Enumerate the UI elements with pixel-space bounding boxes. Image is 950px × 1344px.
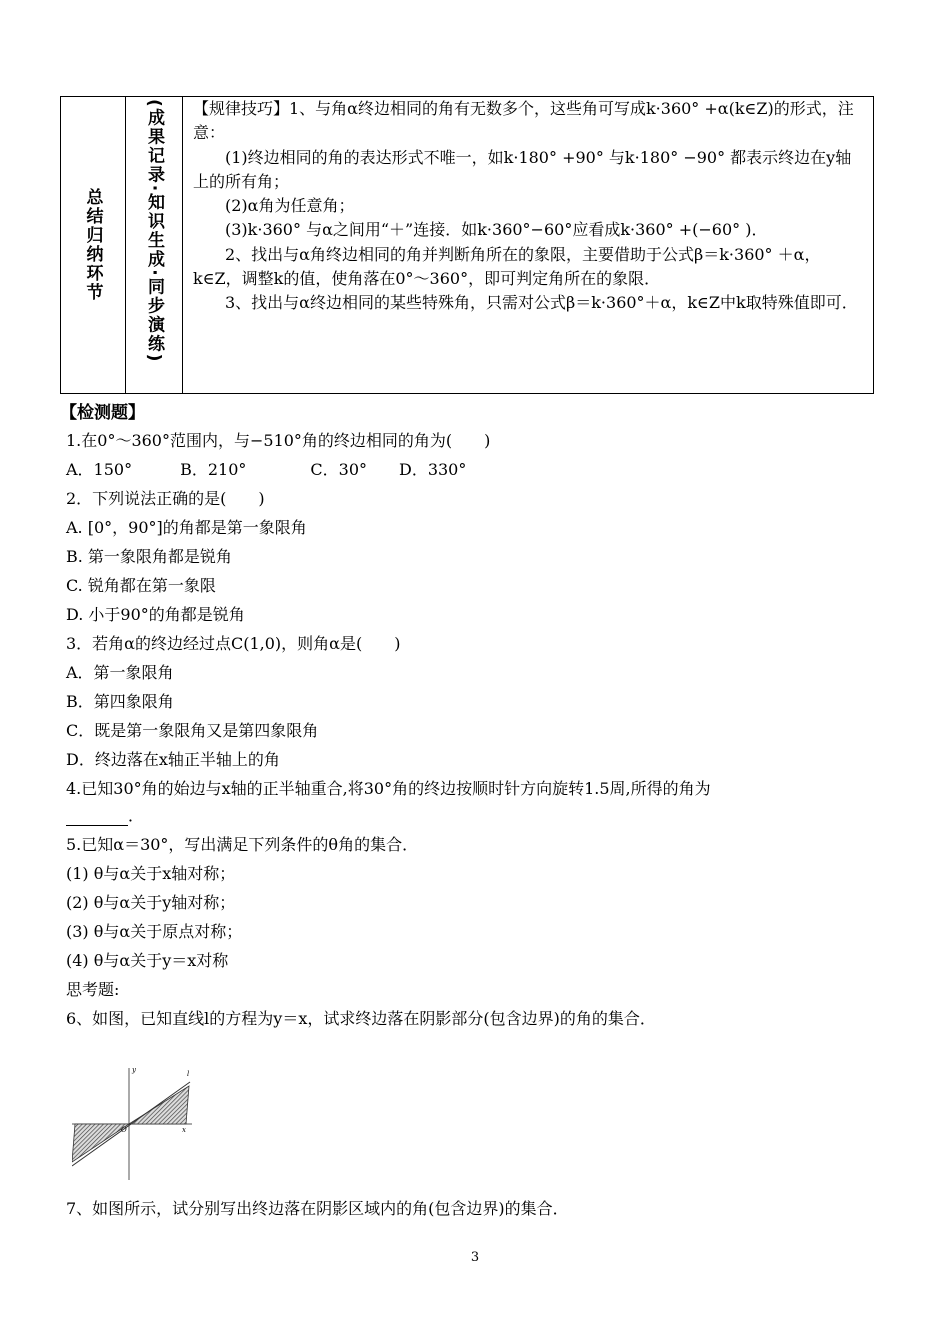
thinking-heading: 思考题: xyxy=(66,980,120,999)
question-line: 2．下列说法正确的是( ) xyxy=(66,489,265,508)
tip-line: (3)k·360° 与α之间用“＋”连接．如k·360°−60°应看成k·360° +(−60° )． xyxy=(225,220,768,240)
option-line: B．第四象限角 xyxy=(66,692,174,711)
tip-line: (2)α角为任意角； xyxy=(225,196,355,216)
page-number: 3 xyxy=(470,1250,480,1265)
tips-cell xyxy=(183,97,874,394)
tip-line: 2、找出与α角终边相同的角并判断角所在的象限，主要借助于公式β＝k·360° ＋α，k∈Z，调整k的值，使角落在0°～360°，即可判定角所在的象限． xyxy=(193,244,821,289)
section-title: 【检测题】 xyxy=(60,403,145,423)
question-line: 1.在0°～360°范围内，与−510°角的终边相同的角为( ) xyxy=(66,431,491,450)
option-line: C．既是第一象限角又是第四象限角 xyxy=(66,721,319,740)
question-line: 3．若角α的终边经过点C(1,0)，则角α是( ) xyxy=(66,634,401,653)
tip-line: 【规律技巧】1、与角α终边相同的角有无数多个，这些角可写成k·360° +α(k∈Z)的形式，注意： xyxy=(193,99,854,143)
option-line: A. [0°，90°]的角都是第一象限角 xyxy=(66,518,307,537)
origin-label: O xyxy=(121,1126,127,1134)
summary-left-label: 总结归纳环节 xyxy=(82,188,103,302)
option-line: D. 小于90°的角都是锐角 xyxy=(66,605,245,624)
sub-question: (3) θ与α关于原点对称； xyxy=(66,922,243,941)
answer-blank-line xyxy=(66,803,144,826)
summary-left-cell xyxy=(61,97,126,394)
option-line: B. 第一象限角都是锐角 xyxy=(66,547,232,566)
shaded-angle-figure xyxy=(72,1066,202,1184)
summary-table xyxy=(60,96,874,394)
sub-question: (4) θ与α关于y＝x对称 xyxy=(66,951,229,970)
option-line: C. 锐角都在第一象限 xyxy=(66,576,216,595)
summary-mid-label: (成果记录·知识生成·同步演练) xyxy=(144,99,164,364)
option-line: D．终边落在x轴正半轴上的角 xyxy=(66,750,280,769)
option-line: A．第一象限角 xyxy=(66,663,174,682)
sub-question: (1) θ与α关于x轴对称； xyxy=(66,864,236,883)
y-axis-label: y xyxy=(132,1066,136,1074)
tip-line: (1)终边相同的角的表达形式不唯一，如k·180° +90° 与k·180° −90° 都表示终边在y轴上的所有角； xyxy=(193,147,852,191)
question-line: 7、如图所示，试分别写出终边落在阴影区域内的角(包含边界)的集合． xyxy=(66,1199,569,1218)
shaded-region-upper xyxy=(129,1086,189,1124)
question-line: 4.已知30°角的始边与x轴的正半轴重合,将30°角的终边按顺时针方向旋转1.5周,所得的角为 xyxy=(66,779,711,798)
x-axis-label: x xyxy=(182,1126,186,1134)
summary-mid-cell xyxy=(126,97,183,394)
tip-line: 3、找出与α终边相同的某些特殊角，只需对公式β＝k·360°＋α，k∈Z中k取特殊值即可． xyxy=(225,293,858,313)
sub-question: (2) θ与α关于y轴对称； xyxy=(66,893,236,912)
q4-tail: ． xyxy=(128,806,145,825)
answer-blank[interactable] xyxy=(66,809,128,826)
question-line: 6、如图，已知直线l的方程为y＝x，试求终边落在阴影部分(包含边界)的角的集合． xyxy=(66,1009,656,1028)
question-line: 5.已知α＝30°，写出满足下列条件的θ角的集合． xyxy=(66,835,419,854)
option-line: A．150° B．210° C．30° D．330° xyxy=(66,460,467,479)
line-label: l xyxy=(187,1070,190,1078)
